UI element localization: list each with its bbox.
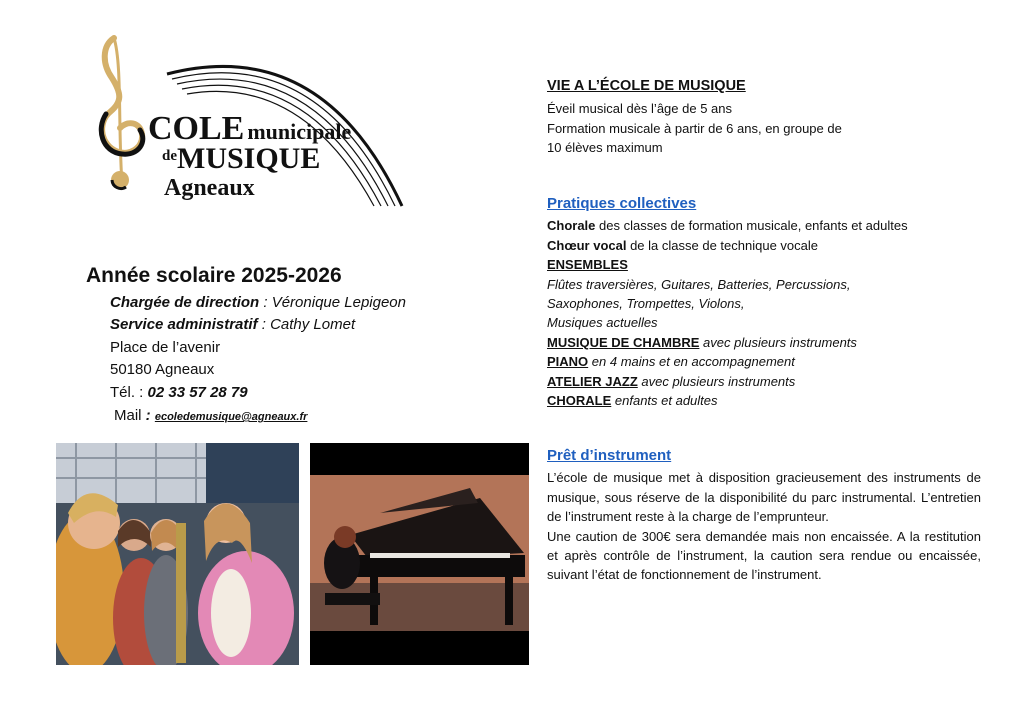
direction-line: Chargée de direction : Véronique Lepigeon — [110, 294, 406, 311]
group-photo — [56, 443, 299, 665]
pret-paragraph-1: L’école de musique met à disposition gracieusement des instruments de musique, sous réserve de la disponibilité du parc instrumental. L’entretien de l’instrument reste à la charge de l’emprunteur. — [547, 470, 981, 525]
ensembles-line: Saxophones, Trompettes, Violons, — [547, 296, 745, 312]
chorale-line: Chorale des classes de formation musicale, enfants et adultes — [547, 218, 908, 234]
vie-section — [547, 77, 981, 158]
pratiques-heading: Pratiques collectives — [547, 195, 697, 212]
ensembles-heading: ENSEMBLES — [547, 257, 628, 273]
chorale2-line: CHORALE enfants et adultes — [547, 393, 718, 409]
pret-heading: Prêt d’instrument — [547, 447, 672, 464]
logo-text-musique: $^{de}$MUSIQUE — [162, 142, 321, 175]
pret-section — [547, 446, 981, 585]
vie-line: Éveil musical dès l’âge de 5 ans — [547, 101, 732, 117]
address-line-2: 50180 Agneaux — [110, 361, 215, 378]
email-link[interactable]: ecoledemusique@agneaux.fr — [154, 411, 308, 423]
pret-paragraph-2: Une caution de 300€ sera demandée mais non encaissée. A la restitution et après contrôle de l’instrument, la caution sera rendue ou encaissée, suivant l’état de fonctionnement de l’instrument. — [547, 528, 981, 583]
admin-line: Service administratif : Cathy Lomet — [110, 316, 356, 333]
logo-text-agneaux: Agneaux — [164, 175, 255, 201]
mail-line: Mail : ecoledemusique@agneaux.fr — [114, 407, 308, 424]
vie-line: Formation musicale à partir de 6 ans, en groupe de — [547, 120, 842, 136]
phone-line: Tél. : 02 33 57 28 79 — [110, 384, 248, 401]
ensembles-line: Musiques actuelles — [547, 315, 658, 331]
vie-line: 10 élèves maximum — [547, 140, 663, 156]
ensembles-line: Flûtes traversières, Guitares, Batteries, Percussions, — [547, 276, 851, 292]
school-year-title: Année scolaire 2025-2026 — [86, 264, 342, 287]
chambre-line: MUSIQUE DE CHAMBRE avec plusieurs instruments — [547, 334, 857, 350]
choeur-line: Chœur vocal de la classe de technique vocale — [547, 237, 818, 253]
address-line-1: Place de l’avenir — [110, 339, 221, 356]
piano-line: PIANO en 4 mains et en accompagnement — [547, 354, 795, 370]
jazz-line: ATELIER JAZZ avec plusieurs instruments — [547, 373, 796, 389]
logo-text-ecole: COLE municipale — [148, 110, 352, 147]
piano-photo — [310, 443, 529, 665]
school-logo — [92, 34, 422, 214]
pratiques-section — [547, 194, 981, 410]
vie-heading: VIE A L’ÉCOLE DE MUSIQUE — [547, 78, 746, 94]
phone-number: 02 33 57 28 79 — [147, 384, 248, 401]
